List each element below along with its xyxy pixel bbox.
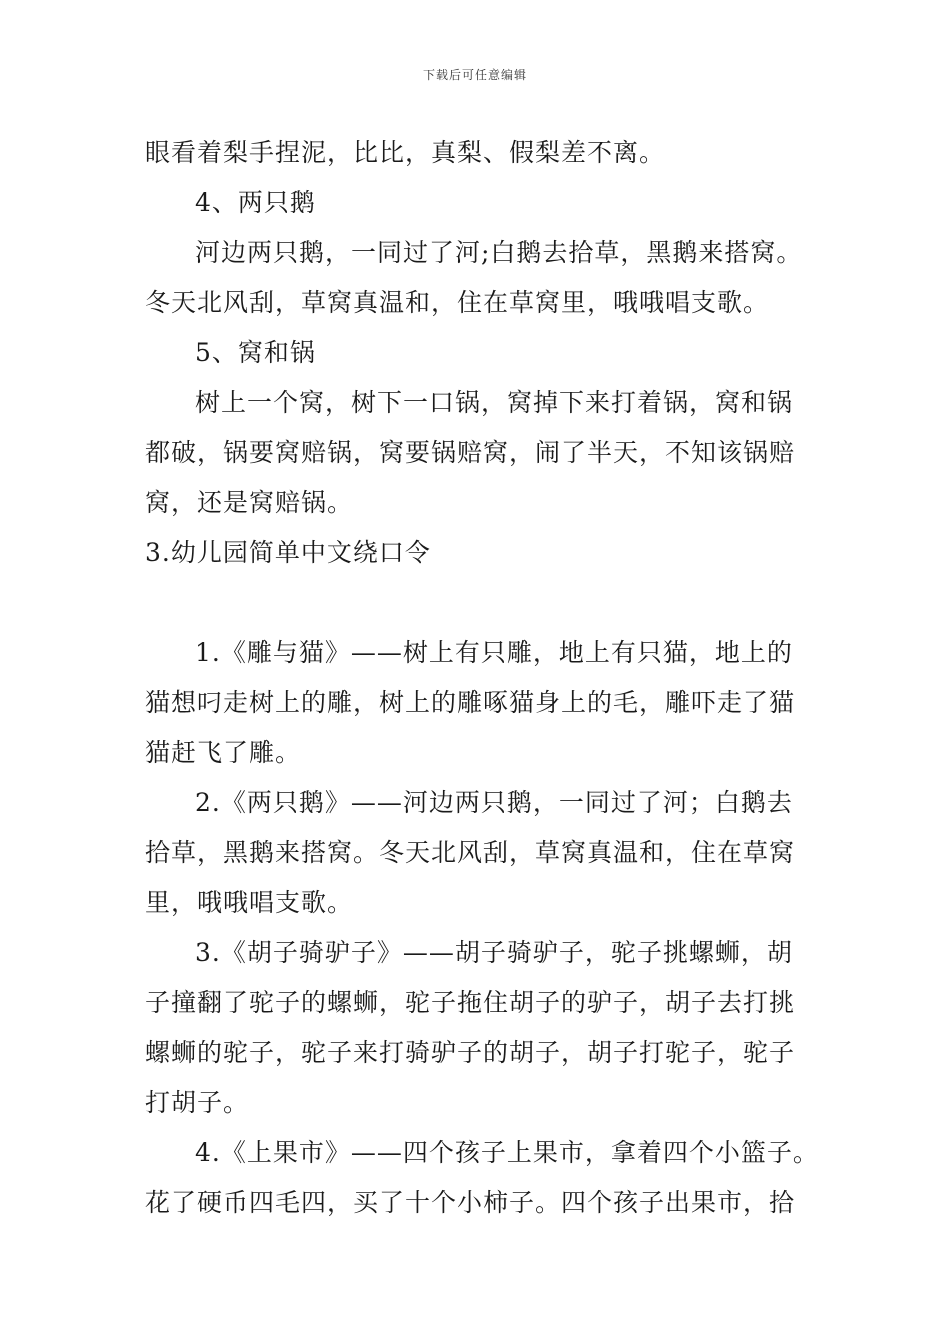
paragraph-line: 河边两只鹅，一同过了河;白鹅去拾草，黑鹅来搭窝。	[195, 238, 803, 267]
list-item-line: 4.《上果市》——四个孩子上果市，拿着四个小篮子。	[195, 1138, 819, 1167]
list-item-line: 拾草，黑鹅来搭窝。冬天北风刮，草窝真温和，住在草窝	[145, 838, 796, 867]
list-item-line: 1.《雕与猫》——树上有只雕，地上有只猫，地上的	[195, 638, 793, 667]
list-item-line: 2.《两只鹅》——河边两只鹅，一同过了河；白鹅去	[195, 788, 793, 817]
paragraph-line: 眼看着梨手捏泥，比比，真梨、假梨差不离。	[145, 138, 666, 167]
list-item-line: 花了硬币四毛四，买了十个小柿子。四个孩子出果市，拾	[145, 1188, 796, 1217]
list-item-line: 3.《胡子骑驴子》——胡子骑驴子，驼子挑螺蛳，胡	[195, 938, 793, 967]
list-item-line: 里，哦哦唱支歌。	[145, 888, 354, 917]
section-heading-5: 5、窝和锅	[195, 338, 316, 367]
list-item-line: 螺蛳的驼子，驼子来打骑驴子的胡子，胡子打驼子，驼子	[145, 1038, 796, 1067]
section-title: 3.幼儿园简单中文绕口令	[145, 538, 431, 567]
paragraph-line: 树上一个窝，树下一口锅，窝掉下来打着锅，窝和锅	[195, 388, 794, 417]
document-body	[145, 128, 820, 1228]
paragraph-line: 都破，锅要窝赔锅，窝要锅赔窝，闹了半天，不知该锅赔	[145, 438, 796, 467]
blank-spacer	[145, 578, 820, 628]
paragraph-line: 冬天北风刮，草窝真温和，住在草窝里，哦哦唱支歌。	[145, 288, 770, 317]
list-item-line: 打胡子。	[145, 1088, 250, 1117]
list-item-line: 猫赶飞了雕。	[145, 738, 302, 767]
list-item-line: 子撞翻了驼子的螺蛳，驼子拖住胡子的驴子，胡子去打挑	[145, 988, 796, 1017]
paragraph-line: 窝，还是窝赔锅。	[145, 488, 354, 517]
page-header: 下载后可任意编辑	[422, 68, 527, 82]
list-item-line: 猫想叼走树上的雕，树上的雕啄猫身上的毛，雕吓走了猫	[145, 688, 796, 717]
section-heading-4: 4、两只鹅	[195, 188, 316, 217]
